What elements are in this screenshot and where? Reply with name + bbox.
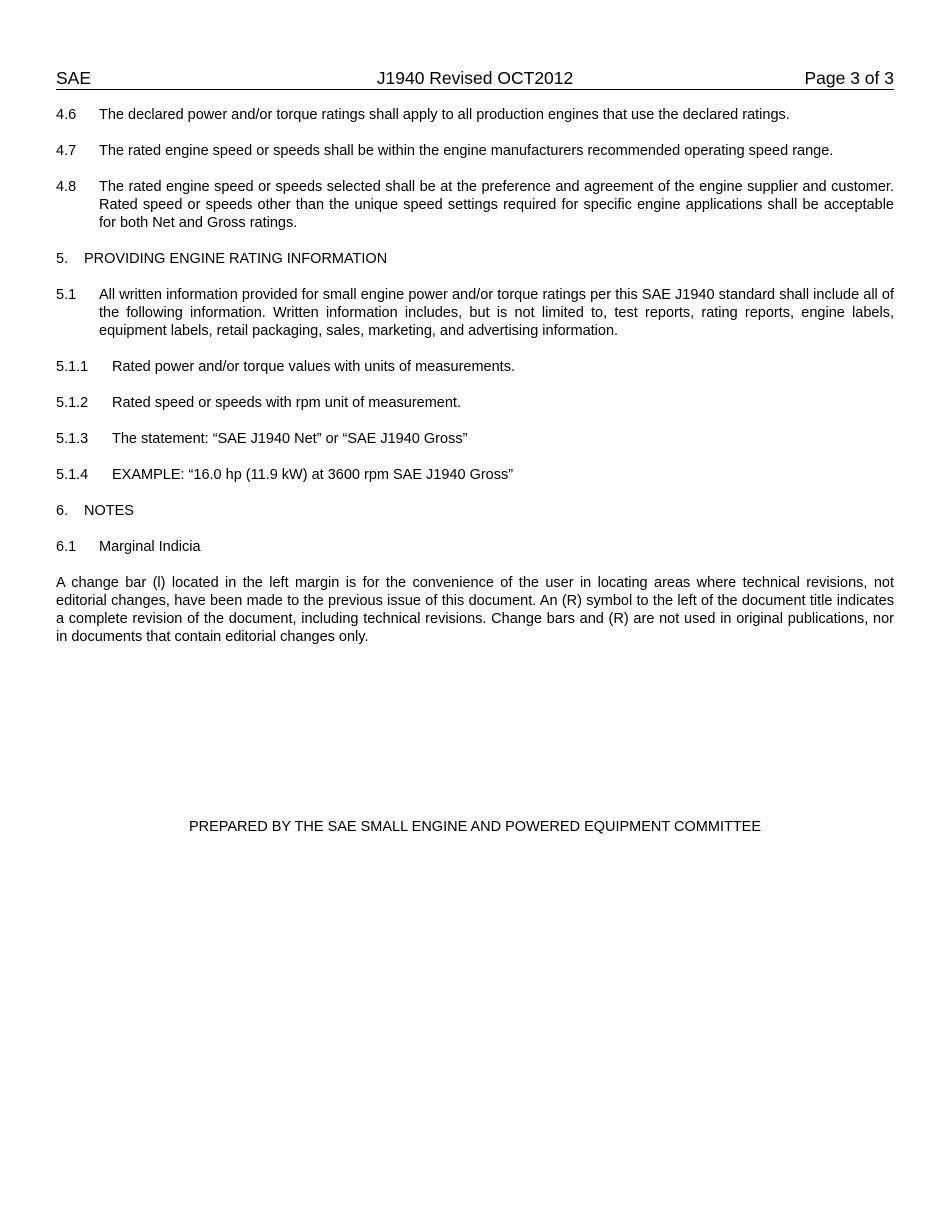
- clause-5-1-4: [56, 466, 894, 484]
- committee-footer: PREPARED BY THE SAE SMALL ENGINE AND POWERED EQUIPMENT COMMITTEE: [188, 819, 762, 835]
- clause-text: Marginal Indicia: [99, 539, 201, 555]
- clause-5-1-1: [56, 358, 894, 376]
- clause-text: Rated power and/or torque values with units of measurements.: [112, 359, 515, 375]
- clause-text: The rated engine speed or speeds shall be within the engine manufacturers recommended operating speed range.: [99, 143, 834, 159]
- clause-4-6: [56, 106, 894, 124]
- header-document-id: J1940 Revised OCT2012: [376, 68, 574, 88]
- marginal-indicia-paragraph: A change bar (l) located in the left margin is for the convenience of the user in locating areas where technical revisions, not editorial changes, have been made to the previous issue of this document. An (R) symbol to the left of the document title indicates a complete revision of the document, including technical revisions. Change bars and (R) are not used in original publications, nor in documents that contain editorial changes only.: [56, 575, 894, 645]
- clause-text: All written information provided for small engine power and/or torque ratings per this SAE J1940 standard shall include all of the following information. Written information includes, but is not limited to, test reports, rating reports, engine labels, equipment labels, retail packaging, sales, marketing, and advertising information.: [99, 287, 894, 339]
- clause-number: 5.1.3: [56, 431, 89, 447]
- clause-4-8: [56, 178, 894, 232]
- page-header: [56, 67, 894, 90]
- clause-6-1: [56, 538, 894, 556]
- header-org: SAE: [56, 68, 92, 88]
- clause-number: 4.6: [56, 107, 77, 123]
- clause-text: EXAMPLE: “16.0 hp (11.9 kW) at 3600 rpm SAE J1940 Gross”: [112, 467, 514, 483]
- clause-number: 6.1: [56, 539, 77, 555]
- clause-text: Rated speed or speeds with rpm unit of measurement.: [112, 395, 461, 411]
- section-title: NOTES: [84, 503, 134, 519]
- clause-number: 4.8: [56, 179, 77, 195]
- section-5-heading: [56, 250, 894, 268]
- clause-number: 5.1: [56, 287, 77, 303]
- clause-number: 5.1.4: [56, 467, 89, 483]
- clause-text: The rated engine speed or speeds selected shall be at the preference and agreement of the engine supplier and customer. Rated speed or speeds other than the unique speed settings required for specific engine applications shall be acceptable for both Net and Gross ratings.: [99, 179, 894, 231]
- section-number: 6.: [56, 503, 69, 519]
- section-title: PROVIDING ENGINE RATING INFORMATION: [84, 251, 388, 267]
- section-6-heading: [56, 502, 894, 520]
- header-page-number: Page 3 of 3: [804, 68, 894, 88]
- clause-number: 5.1.1: [56, 359, 89, 375]
- clause-5-1: [56, 286, 894, 340]
- document-body: [56, 106, 894, 664]
- section-number: 5.: [56, 251, 69, 267]
- clause-number: 4.7: [56, 143, 77, 159]
- clause-text: The declared power and/or torque ratings shall apply to all production engines that use the declared ratings.: [99, 107, 790, 123]
- clause-5-1-3: [56, 430, 894, 448]
- clause-5-1-2: [56, 394, 894, 412]
- clause-4-7: [56, 142, 894, 160]
- clause-number: 5.1.2: [56, 395, 89, 411]
- clause-text: The statement: “SAE J1940 Net” or “SAE J1940 Gross”: [112, 431, 468, 447]
